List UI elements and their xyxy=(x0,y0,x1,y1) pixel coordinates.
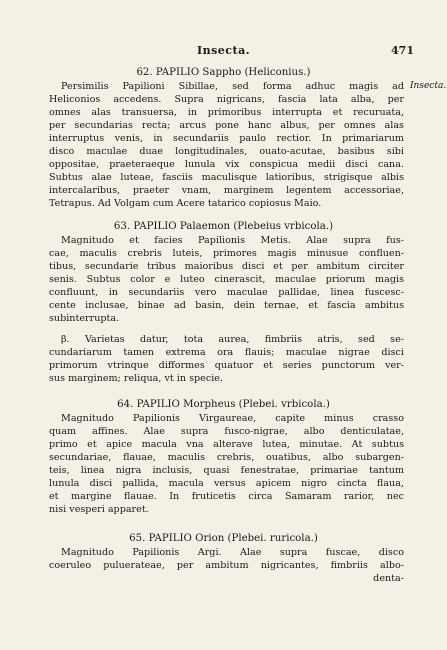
text-line: oppositae, praeteraeque lunula vix conspicua medii disci cana. xyxy=(49,159,404,170)
running-head-title: Insecta. xyxy=(196,44,251,57)
text-line: quam affines. Alae supra fusco-nigrae, albo denticulatae, xyxy=(49,426,404,437)
text-line: et margine flauae. In fruticetis circa Samaram rarior, nec xyxy=(49,491,404,502)
text-line: Persimilis Papilioni Sibillae, sed forma adhuc magis ad xyxy=(61,81,404,92)
entry-heading-63: 63. PAPILIO Palaemon (Plebeius vrbicola.) xyxy=(113,221,334,232)
text-line: β. Varietas datur, tota aurea, fimbriis atris, sed se- xyxy=(61,334,404,345)
text-line: Heliconios accedens. Supra nigricans, fascia lata alba, per xyxy=(49,94,404,105)
text-line: Subtus alae luteae, fasciis maculisque latioribus, strigisque albis xyxy=(49,172,404,183)
margin-note: Insecta. xyxy=(410,81,447,91)
entry-heading-65: 65. PAPILIO Orion (Plebei. ruricola.) xyxy=(129,533,318,544)
text-line: per secundarias recta; arcus pone hanc albus, per omnes alas xyxy=(49,120,404,131)
text-line: interruptus venis, in secundariis paulo rectior. In primariarum xyxy=(49,133,404,144)
text-line: senis. Subtus color e luteo cinerascit, maculae priorum magis xyxy=(49,274,404,285)
text-line: Tetrapus. Ad Volgam cum Acere tatarico copiosus Maio. xyxy=(49,198,322,209)
catchword: denta- xyxy=(373,573,404,584)
text-line: tibus, secundarie tribus maioribus disci et per ambitum circiter xyxy=(49,261,404,272)
text-line: omnes alas transuersa, in primoribus interrupta et recuruata, xyxy=(49,107,404,118)
page-number: 471 xyxy=(391,44,414,57)
text-line: Magnitudo Papilionis Virgaureae, capite minus crasso xyxy=(61,413,404,424)
text-line: Magnitudo et facies Papilionis Metis. Alae supra fus- xyxy=(61,235,404,246)
text-line: coeruleo puluerateae, per ambitum nigricantes, fimbriis albo- xyxy=(49,560,404,571)
text-line: confluunt, in secundariis vero maculae pallidae, linea fuscesc- xyxy=(49,287,404,298)
text-line: sus marginem; reliqua, vt in specie. xyxy=(49,373,223,384)
text-line: teis, linea nigra inclusis, quasi fenestratae, primariae tantum xyxy=(49,465,404,476)
text-line: Magnitudo Papilionis Argi. Alae supra fuscae, disco xyxy=(61,547,404,558)
text-line: nisi vesperi apparet. xyxy=(49,504,149,515)
entry-heading-64: 64. PAPILIO Morpheus (Plebei. vrbicola.) xyxy=(117,399,330,410)
text-line: disco maculae duae longitudinales, ouato-acutae, basibus sibi xyxy=(49,146,404,157)
text-line: primorum vtrinque difformes quatuor et series punctorum ver- xyxy=(49,360,404,371)
text-line: cundariarum tamen extrema ora flauis; maculae nigrae disci xyxy=(49,347,404,358)
text-line: primo et apice macula vna alterave lutea, minutae. At subtus xyxy=(49,439,404,450)
text-line: cente inclusae, binae ad basin, dein ternae, et fascia ambitus xyxy=(49,300,404,311)
text-line: lunula disci pallida, macula versus apicem nigro cincta flaua, xyxy=(49,478,404,489)
text-line: secundariae, flauae, maculis crebris, ouatibus, albo subargen- xyxy=(49,452,404,463)
text-line: cae, maculis crebris luteis, primores magis minusue confluen- xyxy=(49,248,404,259)
text-line: subinterrupta. xyxy=(49,313,120,324)
text-line: intercalaribus, praeter vnam, marginem legentem accessoriae, xyxy=(49,185,404,196)
entry-heading-62: 62. PAPILIO Sappho (Heliconius.) xyxy=(136,67,311,78)
running-head xyxy=(0,44,447,58)
